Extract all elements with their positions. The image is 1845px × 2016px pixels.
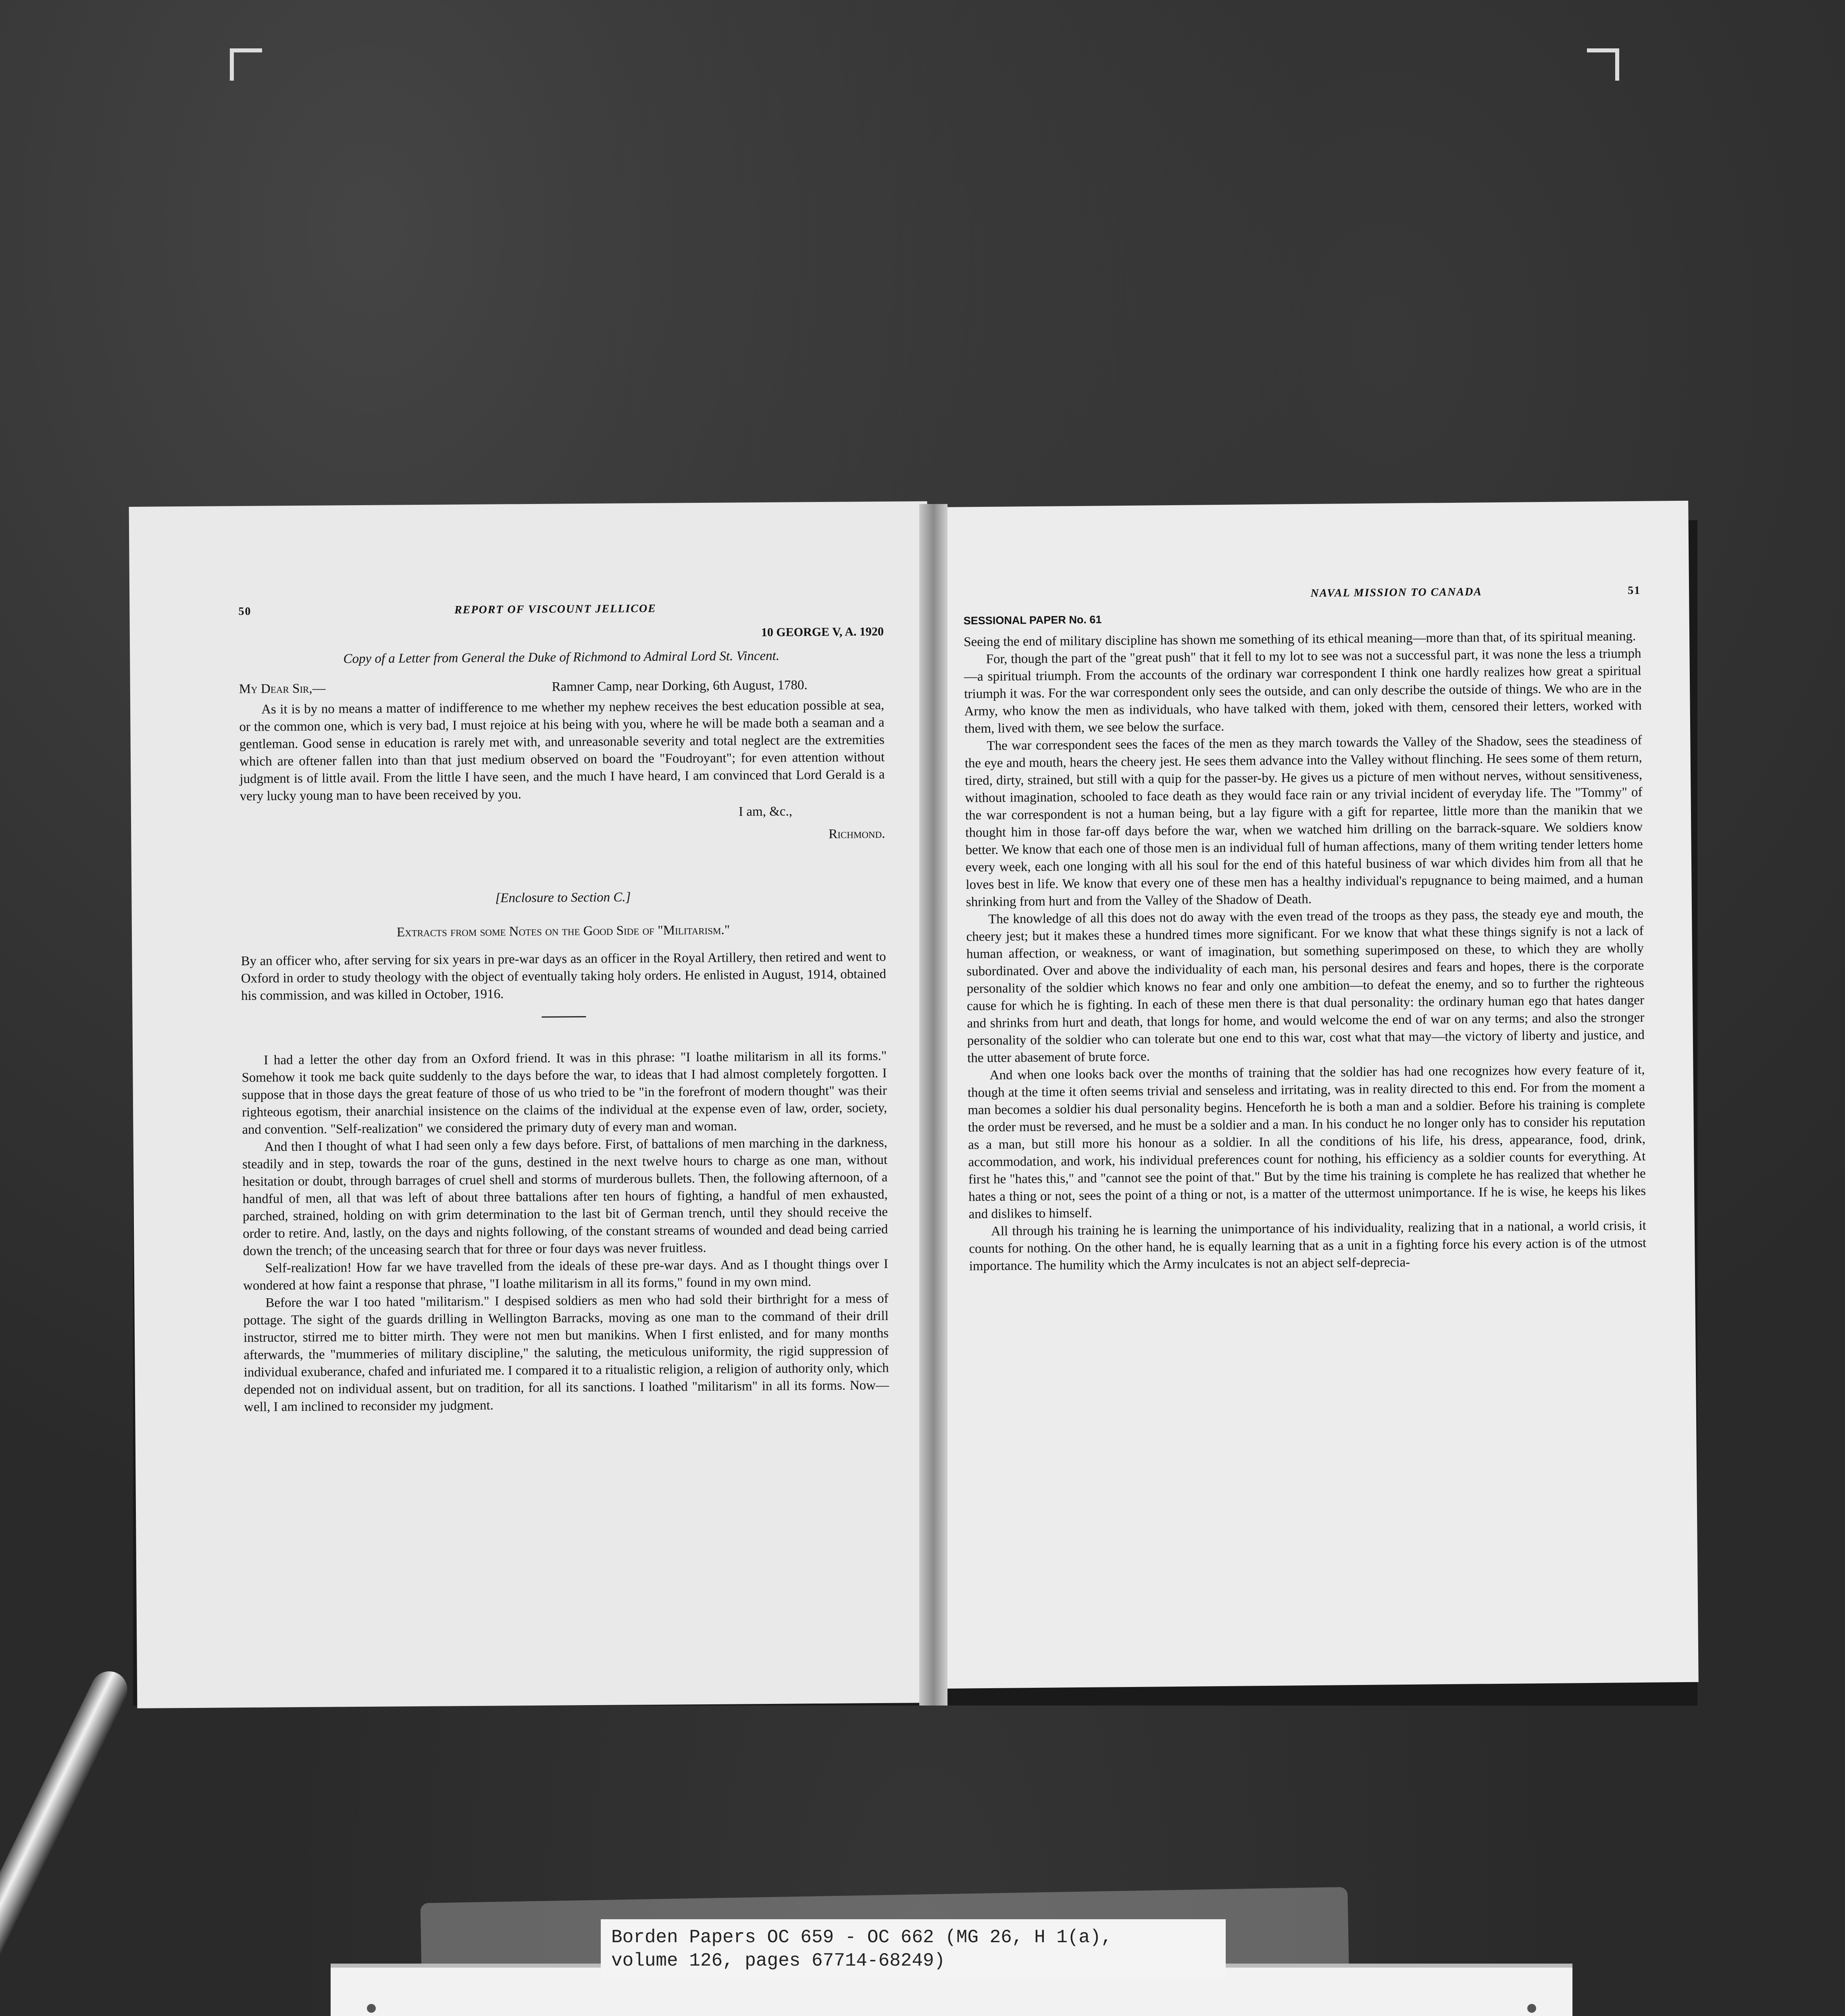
left-page xyxy=(129,501,936,1708)
sessional-paper: SESSIONAL PAPER No. 61 xyxy=(963,613,1102,627)
page-number: 50 xyxy=(238,605,252,618)
card-hole xyxy=(1527,2004,1536,2013)
crop-mark-top-right xyxy=(1587,48,1619,81)
running-title: NAVAL MISSION TO CANADA xyxy=(1310,585,1482,600)
book-gutter xyxy=(919,504,947,1706)
reference-line-1: Borden Papers OC 659 - OC 662 (MG 26, H 1(a), xyxy=(611,1927,1112,1948)
enclosure-heading: [Enclosure to Section C.] xyxy=(495,890,631,906)
right-running-head xyxy=(963,582,1641,605)
letter-body: As it is by no means a matter of indifference to me whether my nephew receives the best education possible at sea, or the common one, which is very bad, I must rejoice at his being with you, where he will be made both a seaman and a gentleman. Good sense in education is rarely met with, and unreasonable severity and total neglect are the extremities which are oftener fallen into than that just medium observed on board the "Foudroyant"; for even attention without judgment is of little avail. From the little I have seen, and the much I have heard, I am convinced that Lord Gerald is a very lucky young man to have been received by you. xyxy=(239,698,885,804)
extracts-heading: Extracts from some Notes on the Good Side of "Militarism." xyxy=(396,923,730,940)
paragraph: Seeing the end of military discipline has shown me something of its ethical meaning—more than that, of its spiritual meaning. xyxy=(964,629,1636,650)
salutation: My Dear Sir,— xyxy=(239,681,326,697)
paragraph: For, though the part of the "great push" that it fell to my lot to see was not a successful part, it was none the less a triumph—a spiritual triumph. From the accounts of the ordinary war correspondent I think one hardly realizes how great a spiritual triumph it was. For the war correspondent only sees the outside, and can only describe the outside of things. We who are in the Army, who know the men as individuals, who have talked with them, joked with them, censored their letters, worked with them, lived with them, we see below the surface. xyxy=(964,646,1642,736)
running-title: REPORT OF VISCOUNT JELLICOE xyxy=(454,602,656,616)
card-hole xyxy=(367,2004,376,2013)
reference-line-2: volume 126, pages 67714-68249) xyxy=(611,1950,945,1971)
paragraph: The war correspondent sees the faces of the men as they march towards the Valley of the Shadow, sees the steadiness of the eye and mouth, hears the cheery jest. He sees them advance into the Valley without flinching. He sees some of them return, tired, dirty, strained, but still with a quip for the passer-by. He gives us a picture of men without nerves, without sensitiveness, without imagination, schooled to face death as they would face rain or any trivial incident of everyday life. The "Tommy" of the war correspondent is not a human being, but a lay figure with a gift for repartee, little more than the manikin that we thought him in those far-off days before the war, when we watched him drilling on the barrack-square. We soldiers know better. We know that each one of those men is an individual full of human affections, many of them writing tender letters home every week, each one longing with all his soul for the end of this hateful business of war which divides him from all that he loves best in life. We know that every one of these men has a healthy individual's repugnance to being maimed, and a human shrinking from hurt and from the Valley of the Shadow of Death. xyxy=(964,733,1643,910)
paragraph: All through his training he is learning the unimportance of his individuality, realizing that in a national, a world crisis, it counts for nothing. On the other hand, he is equally learning that as a unit in a fighting force his every action is of the utmost importance. The humility which the Army inculcates is not an abject self-deprecia- xyxy=(969,1218,1647,1274)
salutation-row xyxy=(239,676,884,698)
letter-signature: Richmond. xyxy=(829,826,885,841)
right-page xyxy=(926,501,1698,1689)
paragraph: And then I thought of what I had seen only a few days before. First, of battalions of men marching in the darkness, steadily and in step, towards the roar of the guns, destined in the next twelve hours to charge as one man, without hesitation or doubt, through barrages of cruel shell and storms of murderous bullets. Then, the following afternoon, of a handful of men, all that was left of about three battalions after ten hours of fighting, a handful of men exhausted, parched, strained, holding on with grim determination to the last bit of German trench, until they should receive the order to retire. And, lastly, on the days and nights following, of the constant streams of wounded and dead being carried down the trench; of the unceasing search that for three or four days was never fruitless. xyxy=(242,1135,888,1259)
open-book xyxy=(133,504,1697,1706)
left-running-head xyxy=(238,598,883,620)
section-rule xyxy=(541,1016,586,1018)
paragraph: I had a letter the other day from an Oxford friend. It was in this phrase: "I loathe militarism in all its forms." Somehow it took me back quite suddenly to the days before the war, to ideas that I had almost completely forgotten. I suppose that in those days the great feature of those of us who tried to be "in the forefront of modern thought" was their righteous egotism, their anarchial insistence on the claims of the individual at the expense even of law, order, society, and convention. "Self-realization" we considered the primary duty of every man and woman. xyxy=(242,1048,887,1137)
crop-mark-top-left xyxy=(230,48,262,81)
paragraph: Self-realization! How far we have travelled from the ideals of these pre-war days. And as I thought things over I wondered at how faint a response that phrase, "I loathe militarism in all its forms," found in my own mind. xyxy=(243,1256,888,1293)
paragraph: And when one looks back over the months of training that the soldier has had one recognizes how every feature of it, though at the time it often seems trivial and senseless and irritating, was in reality directed to this end. For from the moment a man becomes a soldier his dual personality begins. Henceforth he is both a man and a soldier. Before his training is complete the order must be reversed, and he must be a soldier and a man. In his conduct he no longer only has to consider his reputation as a man, but still more his honour as a soldier. In all the conditions of his life, his dress, appearance, food, drink, accommodation, and work, his individual preferences count for nothing, his efficiency as a soldier counts for everything. At first he "hates this," and "cannot see the point of that." But by the time his training is complete he has realized that whether he hates a thing or not, sees the point of a thing or not, is a matter of the uttermost unimportance. If he is wise, he keeps his likes and dislikes to himself. xyxy=(967,1062,1646,1222)
paragraph: The knowledge of all this does not do away with the even tread of the troops as they pass, the steady eye and mouth, the cheery jest; but it makes these a hundred times more significant. For we know that what these things signify is not a lack of human affection, or weakness, or want of imagination, but something superimposed on these, to which they are wholly subordinated. Over and above the individuality of each man, his personal desires and fears and hopes, there is the corporate personality of the soldier which knows no fear and only one ambition—to defeat the enemy, and so to further the righteous cause for which he is fighting. In each of these men there is that dual personality: the ordinary human ego that hates danger and shrinks from hurt and death, that longs for home, and would welcome the end of war on any terms; and also the stronger personality of the soldier who can tolerate but one end to this war, cost what that may—the victory of liberty and justice, and the utter abasement of brute force. xyxy=(966,906,1645,1066)
paragraph: Before the war I too hated "militarism." I despised soldiers as men who had sold their birthright for a mess of pottage. The sight of the guards drilling in Wellington Barracks, moving as one man to the command of their drill instructor, stirred me to bitter mirth. They were not men but manikins. When I first enlisted, and for many months afterwards, the "mummeries of military discipline," the saluting, the meticulous uniformity, the rigid suppression of individual exuberance, chafed and infuriated me. I compared it to a ritualistic religion, a religion of authority only, which depended not on individual assent, but on tradition, for all its sanctions. I loathed "militarism" in all its forms. Now—well, I am inclined to reconsider my judgment. xyxy=(243,1291,889,1415)
officer-note: By an officer who, after serving for six years in pre-war days as an officer in the Royal Artillery, then retired and went to Oxford in order to study theology with the object of eventually taking holy orders. He enlisted in August, 1914, obtained his commission, and was killed in October, 1916. xyxy=(241,949,886,1004)
letter-closing: I am, &c., xyxy=(738,804,793,819)
reference-label xyxy=(601,1919,1226,1979)
pointer-pen xyxy=(0,1665,133,2016)
letter-heading: Copy of a Letter from General the Duke of Richmond to Admiral Lord St. Vincent. xyxy=(343,648,780,666)
regnal-year: 10 GEORGE V, A. 1920 xyxy=(761,625,884,639)
dateline: Ramner Camp, near Dorking, 6th August, 1780. xyxy=(552,678,808,694)
page-number: 51 xyxy=(1627,584,1641,597)
